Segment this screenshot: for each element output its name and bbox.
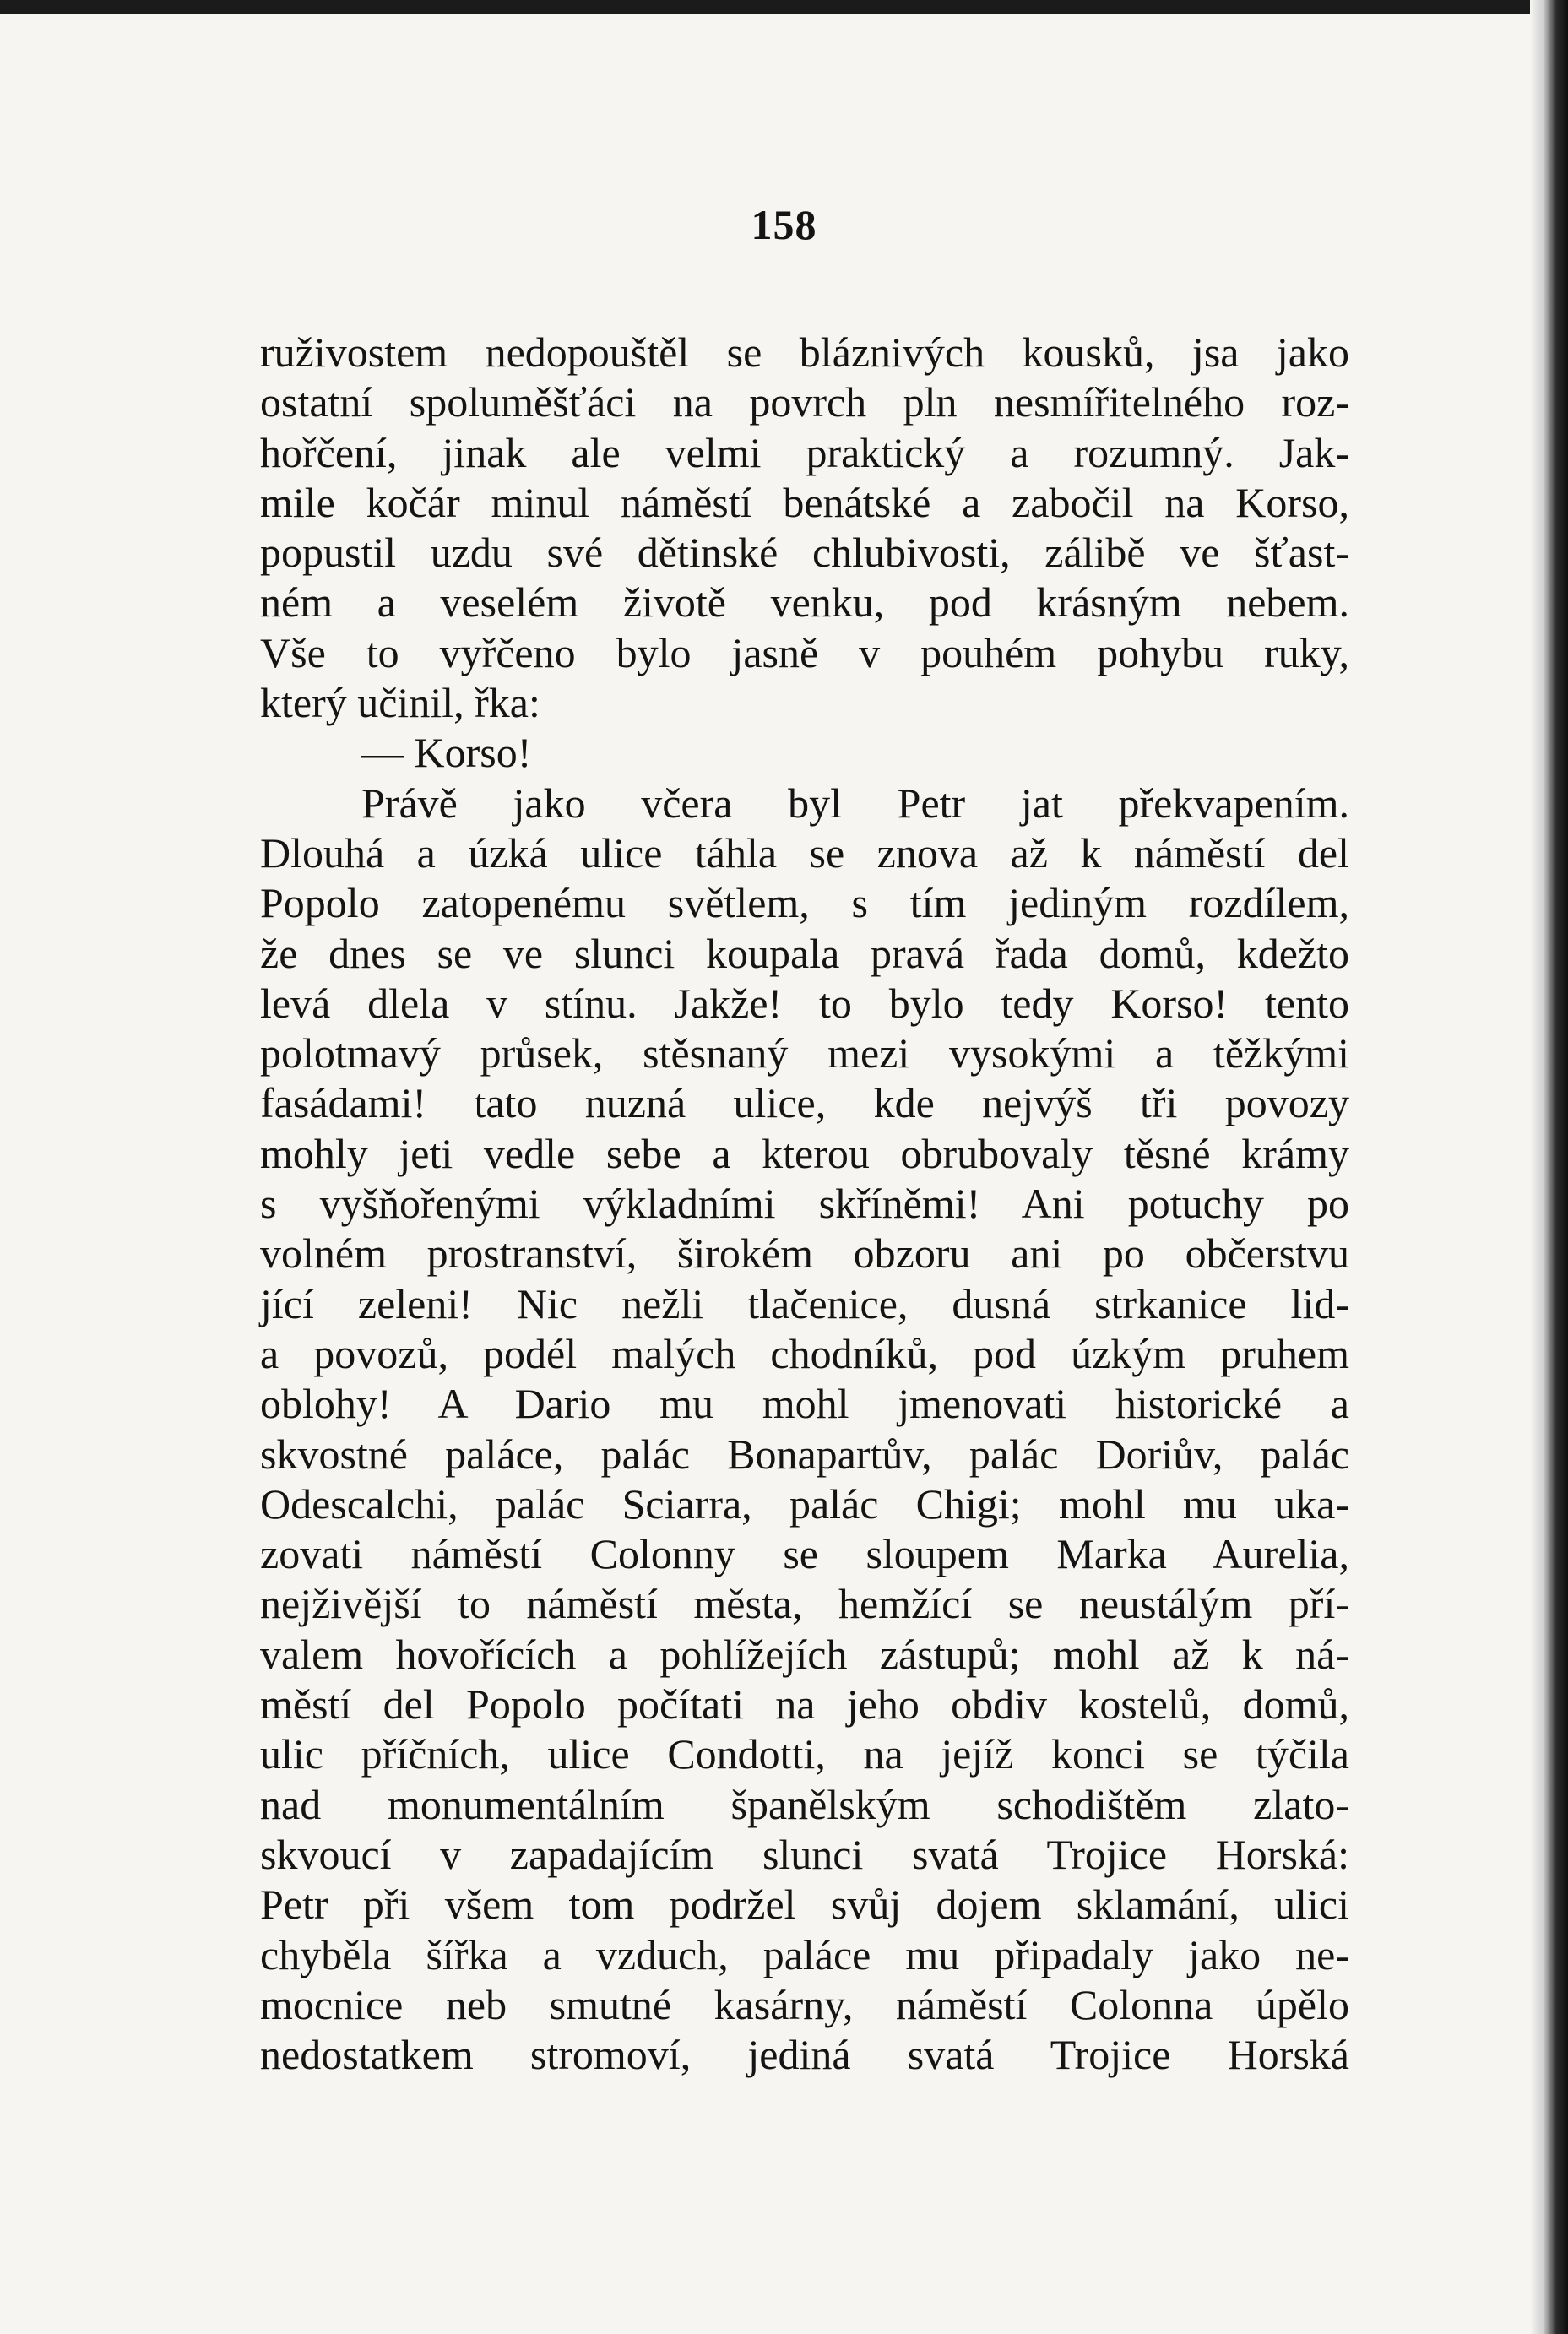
dialogue-line: — Korso! <box>361 729 532 777</box>
text-line: popustil uzdu své dětinské chlubivosti, zálibě ve šťast- <box>260 529 1349 577</box>
text-line: hořčení, jinak ale velmi praktický a rozumný. Jak- <box>260 428 1349 476</box>
body-text <box>260 328 1349 2080</box>
text-line: Petr při všem tom podržel svůj dojem sklamání, ulici <box>260 1881 1349 1929</box>
text-line: zovati náměstí Colonny se sloupem Marka Aurelia, <box>260 1530 1349 1578</box>
page-number: 158 <box>751 201 817 248</box>
text-line: Dlouhá a úzká ulice táhla se znova až k náměstí del <box>260 828 1349 877</box>
text-line: volném prostranství, širokém obzoru ani po občerstvu <box>260 1229 1349 1278</box>
text-line: mohly jeti vedle sebe a kterou obrubovaly těsné krámy <box>260 1129 1349 1177</box>
scan-top-edge <box>0 0 1568 14</box>
text-line: chyběla šířka a vzduch, paláce mu připadaly jako ne- <box>260 1930 1349 1978</box>
text-line: oblohy! A Dario mu mohl jmenovati historické a <box>260 1380 1349 1428</box>
book-spine-shadow <box>1530 0 1568 2334</box>
text-line: nejživější to náměstí města, hemžící se neustálým pří- <box>260 1580 1349 1628</box>
text-line: valem hovořících a pohlížejích zástupů; mohl až k ná- <box>260 1630 1349 1678</box>
text-line: ostatní spoluměšťáci na povrch pln nesmířitelného roz- <box>260 378 1349 426</box>
paragraph-start: Právě jako včera byl Petr jat překvapením. <box>361 779 1349 827</box>
text-line: městí del Popolo počítati na jeho obdiv kostelů, domů, <box>260 1680 1349 1729</box>
text-line: s vyšňořenými výkladními skříněmi! Ani potuchy po <box>260 1180 1349 1228</box>
text-line: Vše to vyřčeno bylo jasně v pouhém pohybu ruky, <box>260 628 1349 676</box>
text-line: ném a veselém životě venku, pod krásným nebem. <box>260 578 1349 627</box>
text-line: mocnice neb smutné kasárny, náměstí Colonna úpělo <box>260 1980 1349 2028</box>
text-line: jící zeleni! Nic nežli tlačenice, dusná strkanice lid- <box>260 1279 1349 1327</box>
text-line: ulic příčních, ulice Condotti, na jejíž konci se týčila <box>260 1730 1349 1778</box>
text-line: fasádami! tato nuzná ulice, kde nejvýš tři povozy <box>260 1079 1349 1127</box>
text-line: ruživostem nedopouštěl se bláznivých kousků, jsa jako <box>260 328 1349 376</box>
text-line: Popolo zatopenému světlem, s tím jediným rozdílem, <box>260 879 1349 927</box>
text-line: nedostatkem stromoví, jediná svatá Trojice Horská <box>260 2031 1349 2079</box>
text-line: levá dlela v stínu. Jakže! to bylo tedy Korso! tento <box>260 979 1349 1027</box>
text-line: nad monumentálním španělským schodištěm zlato- <box>260 1780 1349 1828</box>
text-line: že dnes se ve slunci koupala pravá řada domů, kdežto <box>260 929 1349 977</box>
text-line: skvostné paláce, palác Bonapartův, palác Doriův, palác <box>260 1430 1349 1478</box>
text-line: který učinil, řka: <box>260 679 540 727</box>
text-line: a povozů, podél malých chodníků, pod úzkým pruhem <box>260 1329 1349 1377</box>
text-line: skvoucí v zapadajícím slunci svatá Trojice Horská: <box>260 1830 1349 1878</box>
text-line: mile kočár minul náměstí benátské a zabočil na Korso, <box>260 478 1349 526</box>
text-line: polotmavý průsek, stěsnaný mezi vysokými a těžkými <box>260 1029 1349 1077</box>
text-line: Odescalchi, palác Sciarra, palác Chigi; mohl mu uka- <box>260 1479 1349 1528</box>
